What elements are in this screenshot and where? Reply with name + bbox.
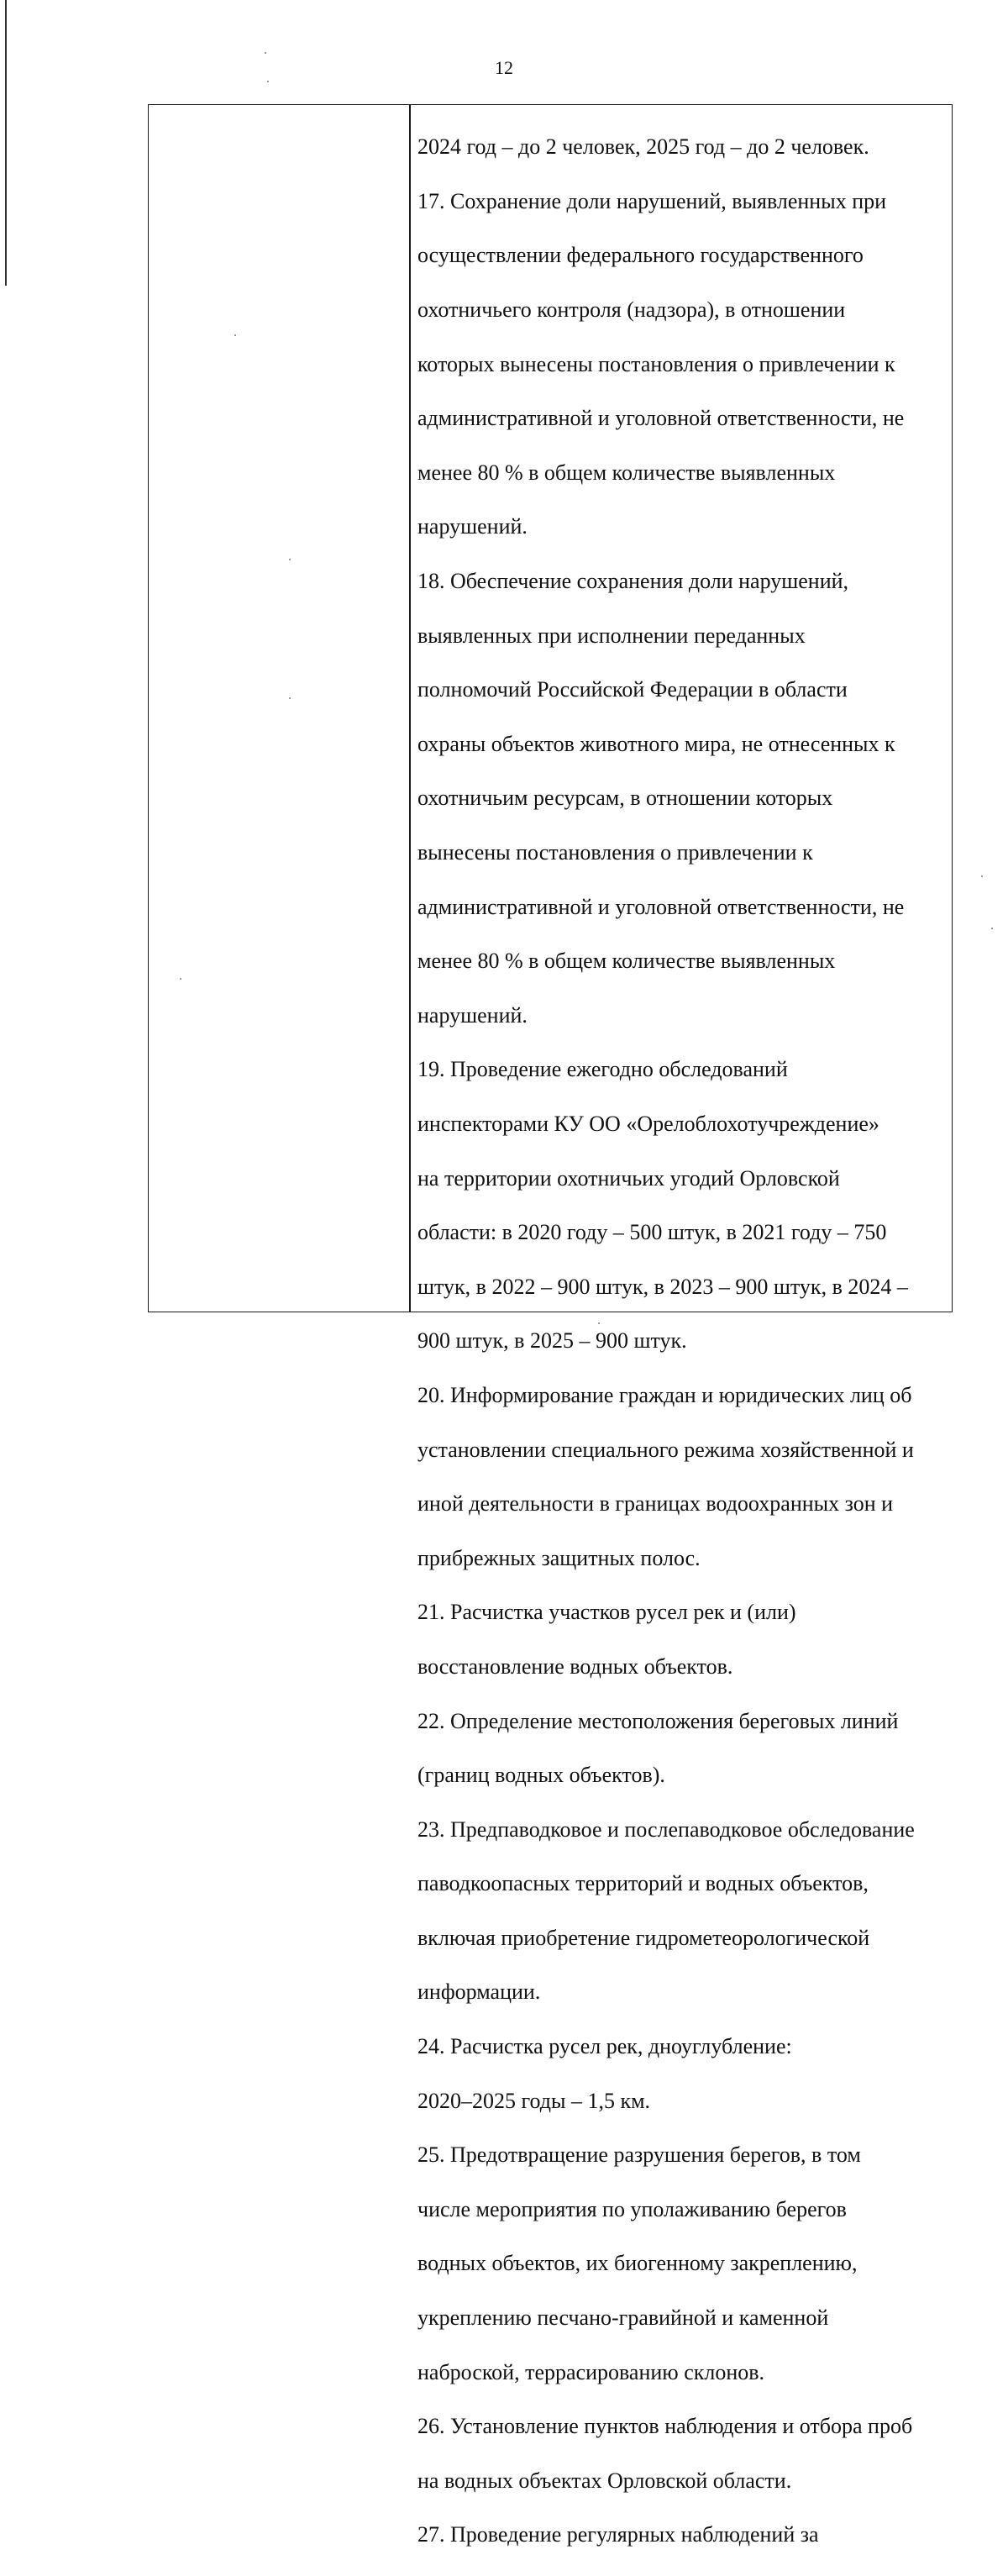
text-line: 24. Расчистка русел рек, дноуглубление: [417, 2034, 792, 2059]
scan-speck [265, 52, 266, 54]
table-left-cell [149, 105, 409, 1312]
text-line: прибрежных защитных полос. [417, 1545, 701, 1570]
scan-speck [289, 559, 291, 560]
text-line: менее 80 % в общем количестве выявленных [417, 949, 836, 974]
text-line: 2020–2025 годы – 1,5 км. [417, 2088, 651, 2113]
text-line: на водных объектах Орловской области. [417, 2468, 792, 2493]
text-line: которых вынесены постановления о привлечении к [417, 351, 895, 376]
text-line: выявленных при исполнении переданных [417, 623, 806, 648]
text-line: восстановление водных объектов. [417, 1653, 733, 1679]
document-table [148, 104, 953, 2547]
text-line: 26. Установление пунктов наблюдения и отбора проб [417, 2414, 913, 2439]
text-line: водных объектов, их биогенному закреплению, [417, 2251, 858, 2276]
text-line: иной деятельности в границах водоохранных зон и [417, 1491, 894, 1517]
text-line: (границ водных объектов). [417, 1763, 665, 1788]
text-line: установлении специального режима хозяйственной и [417, 1437, 914, 1462]
text-line: включая приобретение гидрометеорологической [417, 1925, 870, 1950]
text-line: 21. Расчистка участков русел рек и (или) [417, 1600, 796, 1625]
text-line: на территории охотничьих угодий Орловской [417, 1165, 840, 1191]
text-line: 18. Обеспечение сохранения доли нарушений, [417, 569, 849, 594]
text-line: административной и уголовной ответственности, не [417, 406, 905, 431]
text-line: паводкоопасных территорий и водных объектов, [417, 1871, 869, 1896]
text-line: 2024 год – до 2 человек, 2025 год – до 2 человек. [417, 134, 869, 160]
scan-speck [267, 81, 269, 82]
text-line: 23. Предпаводковое и послепаводковое обследование [417, 1816, 915, 1842]
text-line: 25. Предотвращение разрушения берегов, в том [417, 2142, 861, 2168]
text-line: 27. Проведение регулярных наблюдений за [417, 2522, 819, 2547]
text-line: штук, в 2022 – 900 штук, в 2023 – 900 штук, в 2024 – [417, 1274, 908, 1299]
text-line: области: в 2020 году – 500 штук, в 2021 году – 750 [417, 1220, 887, 1245]
text-line: числе мероприятия по уполаживанию берегов [417, 2196, 847, 2221]
scan-speck [289, 697, 291, 699]
text-line: нарушений. [417, 514, 528, 539]
scan-speck [991, 928, 993, 929]
text-line: административной и уголовной ответственности, не [417, 894, 905, 919]
scan-speck [598, 1322, 600, 1324]
text-line: укреплению песчано-гравийной и каменной [417, 2305, 829, 2331]
text-line: 22. Определение местоположения береговых линий [417, 1708, 899, 1733]
column-divider [409, 105, 411, 1312]
text-line: нарушений. [417, 1002, 528, 1028]
text-line: полномочий Российской Федерации в области [417, 677, 848, 702]
text-line: осуществлении федерального государственного [417, 243, 864, 268]
text-line: информации. [417, 1979, 541, 2005]
text-line: 19. Проведение ежегодно обследований [417, 1057, 788, 1082]
text-line: 900 штук, в 2025 – 900 штук. [417, 1328, 687, 1354]
text-line: 20. Информирование граждан и юридических лиц об [417, 1382, 912, 1407]
text-line: охраны объектов животного мира, не отнесенных к [417, 731, 895, 756]
scan-speck [234, 334, 236, 336]
text-line: 17. Сохранение доли нарушений, выявленных при [417, 188, 887, 213]
text-line: охотничьим ресурсам, в отношении которых [417, 786, 833, 811]
scan-speck [180, 978, 181, 980]
text-line: менее 80 % в общем количестве выявленных [417, 460, 836, 485]
table-right-cell [417, 107, 952, 2576]
scan-speck [981, 875, 983, 877]
text-line: наброской, террасированию склонов. [417, 2359, 765, 2384]
page-number: 12 [495, 57, 513, 78]
scan-edge-mark [5, 0, 7, 286]
text-line: вынесены постановления о привлечении к [417, 840, 813, 865]
text-line: инспекторами КУ ОО «Орелоблохотучреждение» [417, 1111, 879, 1136]
text-line: охотничьего контроля (надзора), в отношении [417, 297, 846, 323]
